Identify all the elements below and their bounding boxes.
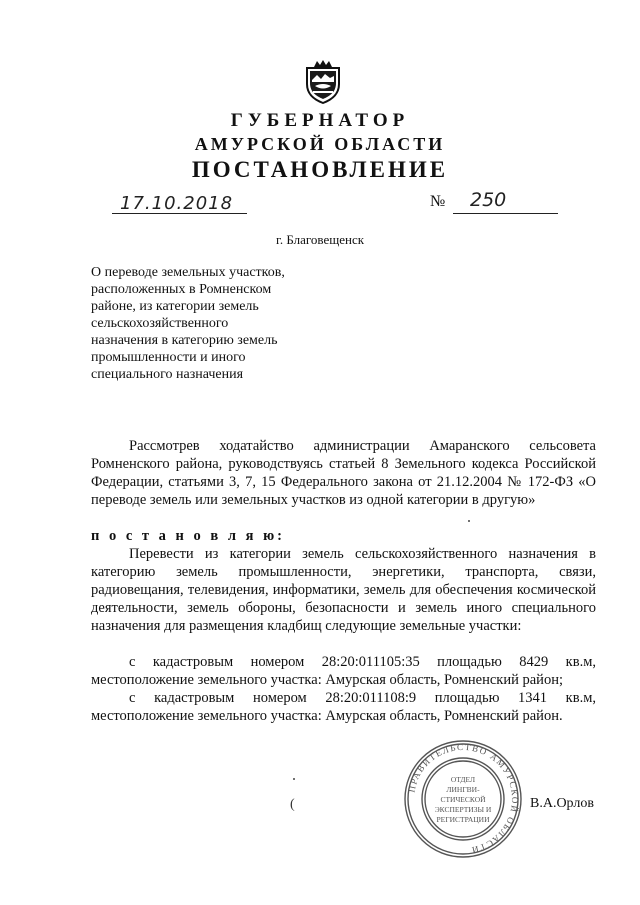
date-underline	[112, 213, 247, 214]
parcel-text: с кадастровым номером 28:20:011108:9 площадью 1341 кв.м, местоположение земельного участка: Амурская область, Ромненский район.	[91, 690, 596, 724]
seal-center-line: ЭКСПЕРТИЗЫ И	[434, 805, 492, 814]
subject-line: районе, из категории земель	[91, 299, 259, 314]
seal-center-line: ОТДЕЛ	[450, 775, 476, 784]
decree-number: 250	[470, 189, 507, 211]
parcel-item	[91, 653, 596, 689]
subject-line: сельскохозяйственного	[91, 316, 229, 331]
region-heading: АМУРСКОЙ ОБЛАСТИ	[194, 134, 446, 154]
parcel-item	[91, 689, 596, 725]
subject-line: О переводе земельных участков,	[91, 265, 285, 280]
scan-speck	[293, 778, 295, 780]
scan-speck	[468, 520, 470, 522]
number-sign: №	[430, 193, 446, 210]
city-name: г. Благовещенск	[275, 232, 365, 247]
seal-center-line: РЕГИСТРАЦИИ	[436, 815, 490, 824]
governor-heading: ГУБЕРНАТОР	[230, 110, 410, 131]
subject-line: промышленности и иного	[91, 350, 246, 365]
document-type-heading: ПОСТАНОВЛЕНИЕ	[191, 157, 449, 182]
official-seal	[402, 738, 524, 860]
decision-paragraph	[91, 545, 596, 635]
seal-ring-text: ПРАВИТЕЛЬСТВО АМУРСКОЙ ОБЛАСТИ	[406, 741, 521, 856]
subject-line: расположенных в Ромненском	[91, 282, 272, 297]
preamble-text: Рассмотрев ходатайство администрации Амаранского сельсовета Ромненского района, руководствуясь статьей 8 Земельного кодекса Российской Федерации, статьями 3, 7, 15 Федерального закона от 21.12.2004 № 172-ФЗ «О переводе земель или земельных участков из одной категории в другую»	[91, 438, 596, 508]
seal-center-line: ЛИНГВИ-	[446, 785, 480, 794]
decree-date: 17.10.2018	[120, 193, 234, 214]
subject-line: специального назначения	[91, 367, 244, 382]
preamble-paragraph	[91, 437, 596, 509]
decree-subject	[91, 264, 331, 383]
parcel-text: с кадастровым номером 28:20:011105:35 площадью 8429 кв.м, местоположение земельного участка: Амурская область, Ромненский район;	[91, 654, 596, 688]
decree-block	[91, 527, 596, 545]
pen-mark: (	[290, 797, 295, 812]
subject-line: назначения в категорию земель	[91, 333, 278, 348]
signatory-name: В.А.Орлов	[530, 796, 594, 811]
number-underline	[453, 213, 558, 214]
decision-text: Перевести из категории земель сельскохозяйственного назначения в категорию земель промышленности, энергетики, транспорта, связи, радиовещания, телевидения, информатики, земель для обеспечения космической деятельности, земель обороны, безопасности и земель иного специального назначения для размещения кладбищ следующие земельные участки:	[91, 546, 596, 634]
coat-of-arms-icon	[303, 58, 343, 104]
seal-center-line: СТИЧЕСКОЙ	[440, 795, 486, 804]
decree-word: п о с т а н о в л я ю:	[91, 528, 285, 544]
